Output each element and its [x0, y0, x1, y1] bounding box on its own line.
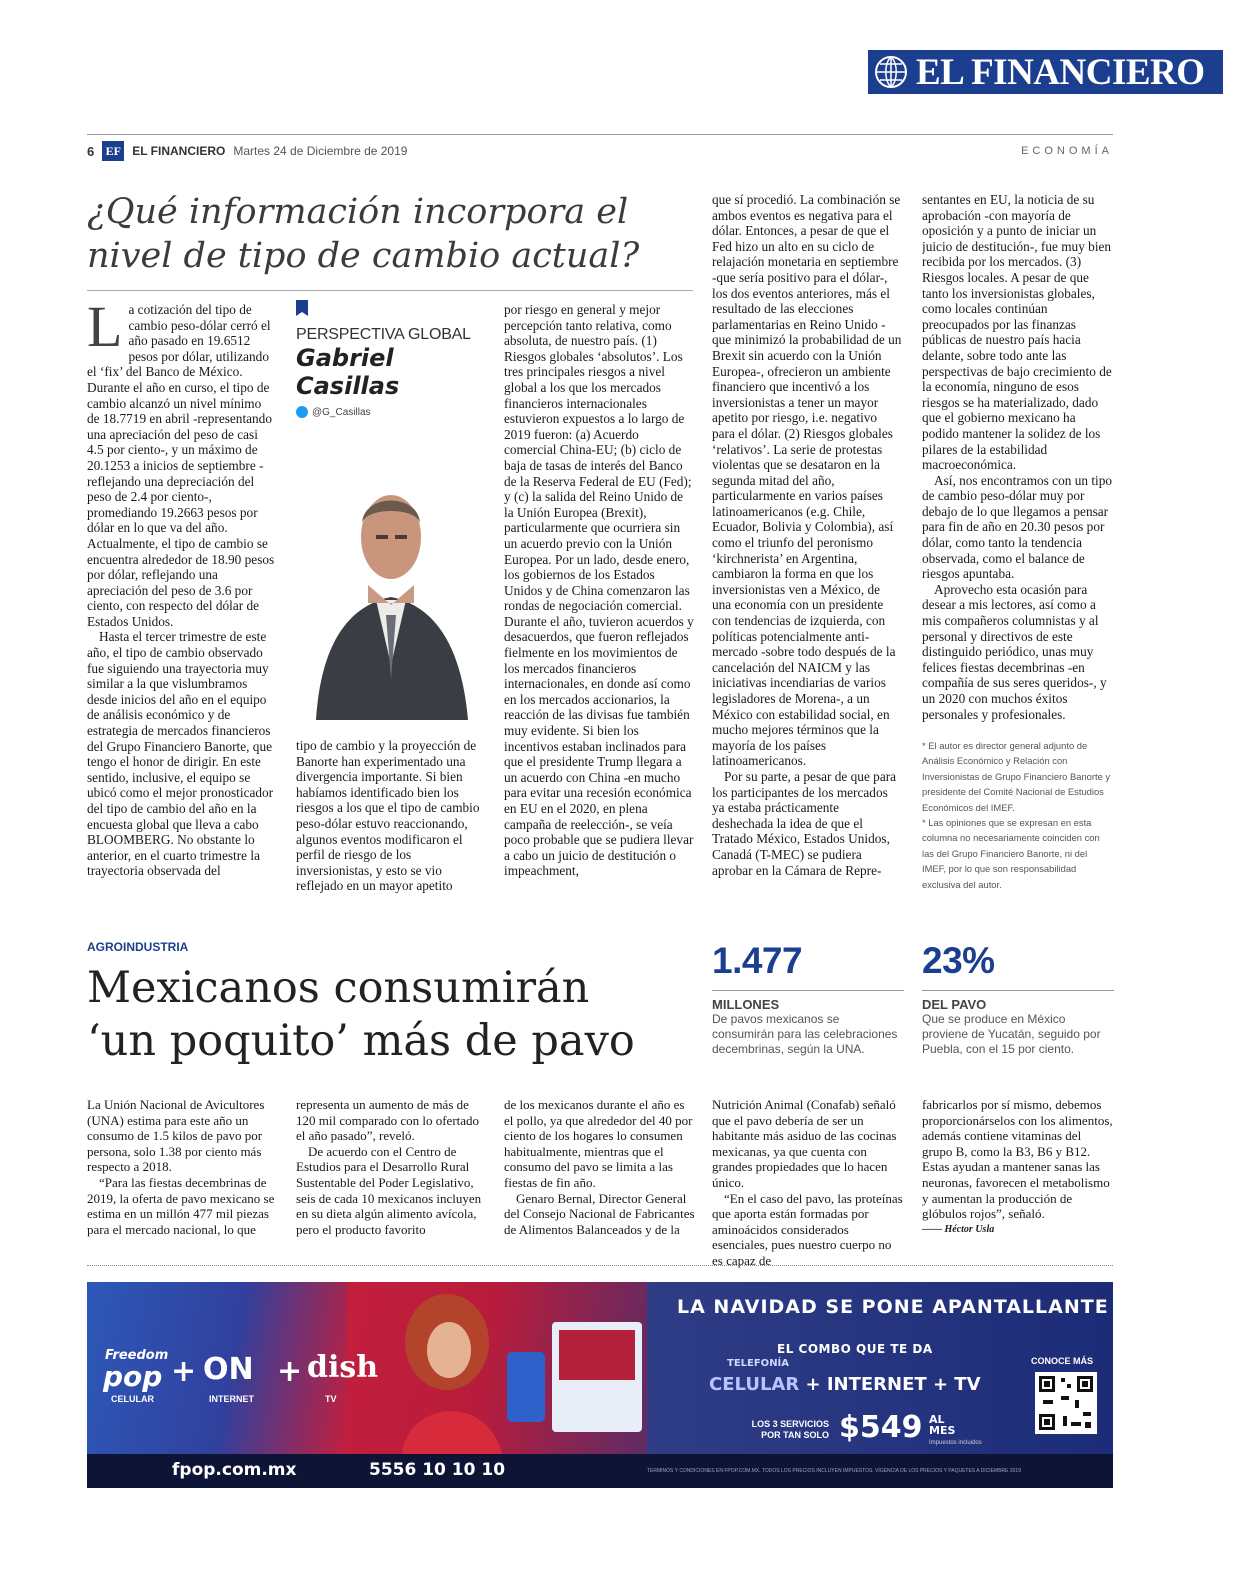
stat-label: DEL PAVO [922, 997, 987, 1012]
paragraph: representa un aumento de más de 120 mil comparado con lo ofertado el año pasado”, reveló. [296, 1097, 480, 1144]
byline: —— Héctor Usla [922, 1223, 995, 1235]
headline-line-2: ‘un poquito’ más de pavo [87, 1016, 635, 1066]
stat-label: MILLONES [712, 997, 780, 1012]
ad-telefonia: TELEFONÍA [727, 1358, 790, 1369]
paragraph: sentantes en EU, la noticia de su aprobación -con mayoría de oposición y a punto de iniciar un juicio de destitución-, fue muy bien recibida por los mercados. (3) Riesgos locales. A pesar de que tanto los inversionistas globales, como locales continúan preocupados por las finanzas públicas de nuestro país hacia delante, sobre todo ante las perspectivas de bajo crecimiento de la economía, ninguno de esos riesgos se ha materializado, dado que el gobierno mexicano ha podido mantener la solidez de los pilares de la estabilidad macroeconómica. [922, 192, 1112, 473]
stat-rule [922, 990, 1114, 991]
ad-headline: LA NAVIDAD SE PONE APANTALLANTE [677, 1296, 1109, 1318]
stat-number: 1.477 [712, 940, 803, 981]
paragraph: Por su parte, a pesar de que para los participantes de los mercados ya estaba prácticamente deshechada la idea de que el Tratado México, Estados Unidos, Canadá (T-MEC) se pudiera aprobar en la Cámara de Repre- [712, 768, 897, 878]
folio-date: Martes 24 de Diciembre de 2019 [233, 144, 408, 158]
brand-pop-sub: CELULAR [111, 1394, 154, 1404]
paragraph: Nutrición Animal (Conafab) señaló que el pavo debería de ser un habitante más asiduo de las cocinas mexicanas, ya que cuenta con grandes propiedades que lo hacen único. [712, 1097, 897, 1190]
paragraph: Hasta el tercer trimestre de este año, el tipo de cambio observado fue siguiendo una trayectoria muy similar a la que vislumbramos desde inicios del año en el equipo de análisis económico y de estrategia de mercados financieros del Grupo Financiero Banorte, que tengo el honor de dirigir. En este sentido, inclusive, el equipo se ubicó como el mejor pronosticador del tipo de cambio del año en la encuesta global que lleva a cabo BLOOMBERG. No obstante lo anterior, en el cuarto trimestre la trayectoria observada del [87, 629, 274, 879]
stat-description: Que se produce en México proviene de Yucatán, seguido por Puebla, con el 15 por ciento. [922, 1012, 1101, 1056]
ad-lead: LOS 3 SERVICIOS POR TAN SOLO [751, 1419, 829, 1440]
article2-column-2 [296, 1097, 488, 1242]
ad-photo-illustration [387, 1282, 647, 1454]
article2-column-3 [504, 1097, 696, 1242]
ad-price: $549 [839, 1410, 923, 1445]
advertisement-banner[interactable] [87, 1282, 1113, 1488]
dotted-separator [87, 1265, 1113, 1266]
section-kicker: AGROINDUSTRIA [87, 940, 189, 954]
paragraph: a cotización del tipo de cambio peso-dólar cerró el año pasado en 19.6512 pesos por dólar, utilizando el ‘fix’ del Banco de México. Durante el año en curso, el tipo de cambio alcanzó un nivel mínimo de 18.7719 en abril -representando una apreciación del peso de casi 4.5 por ciento-, y un máximo de 20.1253 a inicios de septiembre -reflejando una depreciación del peso de 2.4 por ciento-, promediando 19.2663 pesos por dólar en lo que va del año. Actualmente, el tipo de cambio se encuentra alrededor de 18.90 pesos por dólar, reflejando una apreciación del peso de 3.6 por ciento, con respecto del dólar de Estados Unidos. [87, 302, 275, 629]
columnist-kicker: PERSPECTIVA GLOBAL [296, 326, 471, 343]
folio-paper-name: EL FINANCIERO [132, 144, 226, 158]
folio-line [87, 140, 1113, 162]
ad-terms: TÉRMINOS Y CONDICIONES EN FPOP.COM.MX. TODOS LOS PRECIOS INCLUYEN IMPUESTOS. VIGENCIA DE LOS PRECIOS Y PAQUETES A DICIEMBRE 2019 [647, 1468, 1021, 1474]
author-footnote [922, 738, 1112, 892]
article-column-1 [87, 302, 277, 898]
article-column-4 [712, 192, 902, 898]
article-column-5 [922, 192, 1112, 732]
ad-more: CONOCE MÁS [1031, 1356, 1094, 1366]
stat-rule [712, 990, 904, 991]
article2-column-5 [922, 1097, 1114, 1242]
ad-combo: EL COMBO QUE TE DA [777, 1342, 933, 1356]
paragraph: “Para las fiestas decembrinas de 2019, la oferta de pavo mexicano se estima en un millón 477 mil piezas para el mercado nacional, lo que [87, 1174, 275, 1237]
article-column-3 [504, 302, 694, 898]
brand-dish: dish [307, 1350, 379, 1385]
ef-logo-icon: EF [102, 141, 124, 161]
footnote-1: * El autor es director general adjunto de Análisis Económico y Relación con Inversionistas de Grupo Financiero Banorte y presidente del Comité Nacional de Estudios Económicos del IMEF. [922, 740, 1111, 813]
ad-tax: Impuestos incluidos [929, 1440, 982, 1446]
paragraph: tipo de cambio y la proyección de Banorte han experimentado una divergencia importante. Si bien habíamos identificado bien los riesgos a los que el tipo de cambio peso-dólar estuvo reaccionando, algunos eventos modificaron el perfil de riesgo de los inversionistas, y esto se vio reflejado en un mayor apetito [296, 738, 480, 894]
stat-box [712, 940, 904, 1057]
brand-on: ON [203, 1352, 254, 1387]
per-al: AL [929, 1413, 945, 1426]
bookmark-flag-icon [296, 300, 308, 316]
folio-section: ECONOMÍA [1021, 145, 1113, 157]
per-mes: MES [929, 1424, 956, 1437]
folio-rule [87, 134, 1113, 135]
globe-logo-icon [874, 55, 908, 89]
paragraph: que sí procedió. La combinación se ambos eventos es negativa para el dólar. Entonces, a pesar de que el Fed hizo un alto en su ciclo de relajación monetaria en septiembre -que sería positivo para el dólar-, los dos eventos anteriores, más el resultado de las elecciones parlamentarias en Reino Unido -que minimizó la probabilidad de un Brexit sin acuerdo con la Unión Europea-, ofrecieron un ambiente financiero que incentivó a los inversionistas a tener un mayor apetito por riesgo, i.e. negativo para el dólar. (2) Riesgos globales ‘relativos’. La serie de protestas violentas que se desataron en la segunda mitad del año, particularmente en varios países latinoamericanos (e.g. Chile, Ecuador, Bolivia y Colombia), así como el triunfo del peronismo ‘kirchnerista’ en Argentina, cambiaron la forma en que los inversionistas ven a México, de una economía con un presidente con tendencias de izquierda, con políticas potencialmente anti-mercado -sobre todo después de la cancelación del NAICM y las iniciativas incendiarias de varios legisladores de Morena-, a un México con estabilidad social, en mucho mejores términos que la mayoría de los países latinoamericanos. [712, 192, 902, 769]
masthead [868, 50, 1223, 94]
columnist-name-first: Gabriel [296, 344, 394, 372]
ad-services: CELULAR + INTERNET + TV [709, 1374, 981, 1395]
plus-icon: + [277, 1354, 303, 1389]
paragraph: de los mexicanos durante el año es el pollo, ya que alrededor del 40 por ciento de los hogares lo consumen habitualmente, mientras que el consumo del pavo se limita a las fiestas de fin año. [504, 1097, 693, 1190]
qr-code-icon[interactable] [1035, 1372, 1097, 1434]
twitter-icon [296, 406, 308, 418]
columnist-handle[interactable] [296, 406, 486, 418]
article2-column-1 [87, 1097, 279, 1242]
paragraph: “En el caso del pavo, las proteínas que aporta están formadas por aminoácidos considerados esenciales, pues nuestro cuerpo no es capaz de [712, 1190, 903, 1268]
service-celular: CELULAR [709, 1374, 800, 1395]
paragraph: La Unión Nacional de Avicultores (UNA) estima para este año un consumo de 1.5 kilos de pavo por persona, solo 1.38 por ciento más respecto a 2018. [87, 1097, 265, 1175]
paragraph: Así, nos encontramos con un tipo de cambio peso-dólar muy por debajo de lo que llegamos a pensar para fin de año en 20.30 pesos por dólar, como tanto la tendencia observada, como el balance de riesgos apuntaba. [922, 472, 1112, 582]
footnote-2: * Las opiniones que se expresan en esta columna no necesariamente coinciden con las del Grupo Financiero Banorte, ni del IMEF, por lo que son responsabilidad exclusiva del autor. [922, 817, 1100, 890]
columnist-name-last: Casillas [296, 372, 400, 400]
paragraph: por riesgo en general y mejor percepción tanto relativa, como absoluta, de nuestro país. (1) Riesgos globales ‘absolutos’. Los tres principales riesgos a nivel global a los que los mercados financieros internacionales estuvieron expuestos a lo largo de 2019 fueron: (a) Acuerdo comercial China-EU; (b) ciclo de baja de tasas de interés del Banco de la Reserva Federal de EU (Fed); y (c) la salida del Reino Unido de la Unión Europea (Brexit), particularmente que ocurriera sin un acuerdo previo con la Unión Europea. Por un lado, desde enero, los gobiernos de los Estados Unidos y de China comenzaron las rondas de negociación comercial. Durante el año, tuvieron acuerdos y desacuerdos, que fueron reflejados fielmente en los movimientos de los mercados financieros internacionales, en donde así como en los mercados accionarios, la reacción de las divisas fue también muy evidente. Si bien los incentivos estaban inclinados para que el presidente Trump llegara a un acuerdo con China -en mucho para evitar una recesión económica en EU en el 2020, en plena campaña de reelección-, se veía poco probable que se pudiera llevar a cabo un juicio de destitución o impeachment, [504, 302, 694, 879]
brand-dish-sub: TV [325, 1394, 337, 1404]
twitter-handle: @G_Casillas [312, 406, 371, 418]
stat-description: De pavos mexicanos se consumirán para las celebraciones decembrinas, según la UNA. [712, 1012, 898, 1056]
page-number: 6 [87, 143, 95, 159]
brand-pop: pop [103, 1360, 163, 1393]
article-headline: ¿Qué información incorpora el nivel de tipo de cambio actual? [87, 192, 640, 276]
article-column-2 [296, 738, 486, 898]
brand-on-sub: INTERNET [209, 1394, 254, 1404]
stat-number: 23% [922, 940, 995, 981]
paragraph: Aprovecho esta ocasión para desear a mis lectores, así como a mis compañeros columnistas y al personal y directivos de este distinguido periódico, unas muy felices fiestas decembrinas -en compañía de sus seres queridos-, y un 2020 con muchos éxitos personales y profesionales. [922, 581, 1107, 722]
columnist-photo [296, 465, 486, 720]
stat-box [922, 940, 1114, 1057]
ad-per-month [929, 1414, 955, 1436]
paragraph: Genaro Bernal, Director General del Consejo Nacional de Fabricantes de Alimentos Balanceados y de la [504, 1190, 695, 1237]
brand-freedom: Freedom [105, 1348, 169, 1363]
article2-column-4 [712, 1097, 904, 1268]
headline-line-1: Mexicanos consumirán [87, 963, 590, 1013]
plus-icon: + [171, 1354, 197, 1389]
masthead-title: EL FINANCIERO [916, 51, 1205, 93]
headline-rule [87, 290, 693, 291]
service-internet-tv: INTERNET + TV [826, 1374, 981, 1395]
portrait-illustration [296, 465, 486, 720]
ad-phone: 5556 10 10 10 [369, 1460, 506, 1480]
article2-headline [87, 962, 687, 1068]
paragraph: De acuerdo con el Centro de Estudios para el Desarrollo Rural Sustentable del Poder Legislativo, seis de cada 10 mexicanos incluyen en su dieta algún alimento avícola, pero el producto favorito [296, 1143, 482, 1237]
paragraph: fabricarlos por sí mismo, debemos proporcionárselos con los alimentos, además contiene vitaminas del grupo B, como la B3, B6 y B12. Estas ayudan a mantener sanas las neuronas, favorecen el metabolismo y aumentan la producción de glóbulos rojos”, señaló. [922, 1097, 1113, 1222]
dropcap: L [87, 302, 123, 359]
ad-url-link[interactable]: fpop.com.mx [172, 1460, 297, 1480]
